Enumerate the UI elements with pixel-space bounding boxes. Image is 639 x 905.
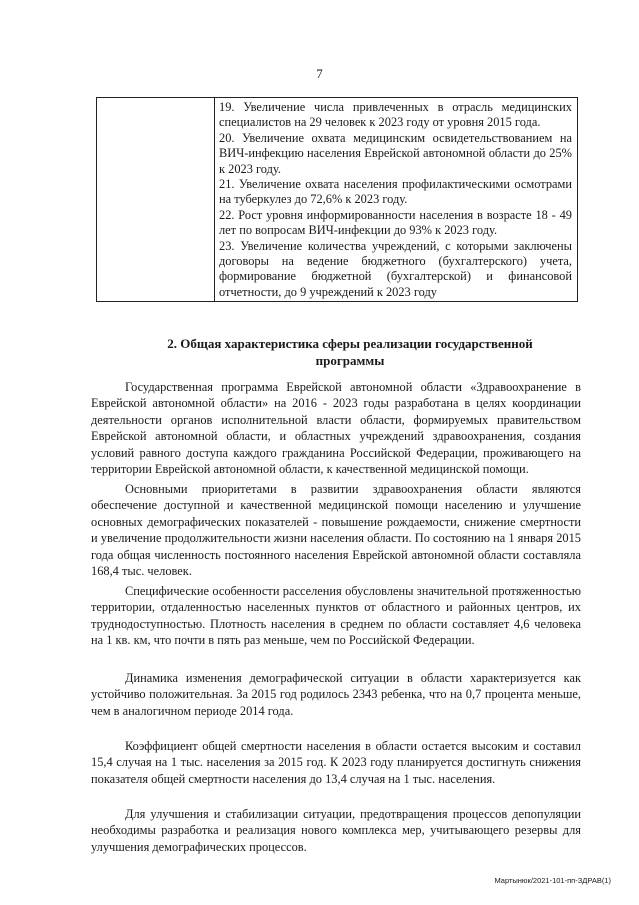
section-title	[130, 335, 570, 369]
section-title-line1: 2. Общая характеристика сферы реализации государственной	[167, 336, 533, 351]
table-column-divider	[214, 98, 215, 301]
goals-table	[96, 97, 578, 302]
paragraph-mortality: Коэффициент общей смертности населения в области остается высоким и составил 15,4 случая на 1 тыс. населения за 2015 год. К 2023 году планируется достигнуть снижения показателя общей смертности населения до 13,4 случая на 1 тыс. населения.	[91, 739, 581, 786]
paragraph-program-overview: Государственная программа Еврейской автономной области «Здравоохранение в Еврейской автономной области» на 2016 - 2023 годы разработана в целях координации деятельности органов исполнительной власти области, формируемых правительством Еврейской автономной области, и областных учреждений здравоохранения, создания условий равного доступа каждого гражданина Российской Федерации, проживающего на территории Еврейской автономной области, к качественной медицинской помощи.	[91, 380, 581, 477]
table-item-19: 19. Увеличение числа привлеченных в отрасль медицинских специалистов на 29 человек к 2023 году от уровня 2015 года.	[219, 100, 572, 130]
table-item-21: 21. Увеличение охвата населения профилактическими осмотрами на туберкулез до 72,6% к 2023 году.	[219, 177, 572, 207]
section-title-line2: программы	[315, 353, 385, 368]
footer-reference: Мартынюк/2021-101-пп-ЗДРАВ(1)	[494, 876, 611, 885]
table-cell-goals	[219, 100, 572, 300]
page-number: 7	[316, 66, 323, 81]
paragraph-demographics: Динамика изменения демографической ситуации в области характеризуется как устойчиво положительная. За 2015 год родилось 2343 ребенка, что на 0,7 процента меньше, чем в аналогичном периоде 2014 года.	[91, 671, 581, 718]
paragraph-priorities: Основными приоритетами в развитии здравоохранения области являются обеспечение доступной и качественной медицинской помощи населению и улучшение основных демографических показателей - повышение рождаемости, снижение смертности и увеличение продолжительности жизни населения области. По состоянию на 1 января 2015 года общая численность постоянного населения Еврейской автономной области составляла 168,4 тыс. человек.	[91, 482, 581, 579]
paragraph-measures: Для улучшения и стабилизации ситуации, предотвращения процессов депопуляции необходимы разработка и реализация нового комплекса мер, учитывающего резервы для улучшения демографических процессов.	[91, 807, 581, 854]
paragraph-settlement: Специфические особенности расселения обусловлены значительной протяженностью территории, отдаленностью населенных пунктов от областного и районных центров, их труднодоступностью. Плотность населения в среднем по области составляет 4,6 человека на 1 кв. км, что почти в пять раз меньше, чем по Российской Федерации.	[91, 584, 581, 648]
table-item-23: 23. Увеличение количества учреждений, с которыми заключены договоры на ведение бюджетного (бухгалтерского) учета, формирование бюджетной (бухгалтерской) и финансовой отчетности, до 9 учреждений к 2023 году	[219, 238, 572, 299]
table-item-20: 20. Увеличение охвата медицинским освидетельствованием на ВИЧ-инфекцию населения Еврейской автономной области до 25% к 2023 году.	[219, 130, 572, 176]
table-item-22: 22. Рост уровня информированности населения в возрасте 18 - 49 лет по вопросам ВИЧ-инфекции до 93% к 2023 году.	[219, 207, 572, 238]
